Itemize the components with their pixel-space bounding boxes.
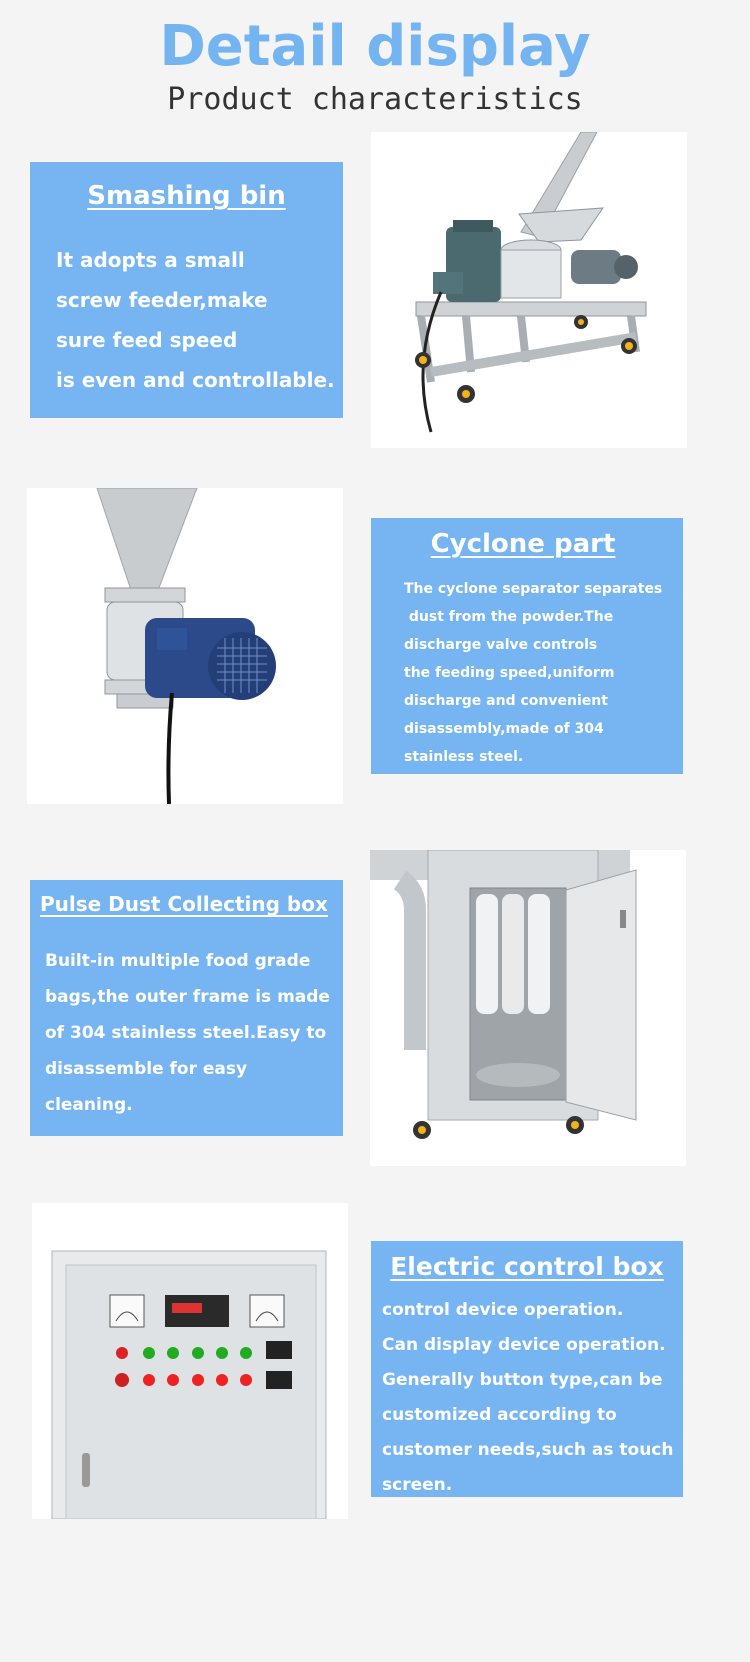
dust-collector-heading: Pulse Dust Collecting box <box>40 892 328 916</box>
cyclone-card <box>371 518 683 774</box>
cyclone-valve-image <box>27 488 343 804</box>
description-line: discharge valve controls <box>404 637 598 653</box>
description-line: is even and controllable. <box>56 368 335 392</box>
description-line: Can display device operation. <box>382 1335 666 1355</box>
control-box-heading: Electric control box <box>390 1252 664 1281</box>
description-line: cleaning. <box>45 1095 133 1115</box>
description-line: The cyclone separator separates <box>404 581 663 597</box>
description-line: stainless steel. <box>404 749 524 765</box>
description-line: control device operation. <box>382 1300 624 1320</box>
dust-collector-card <box>30 880 343 1136</box>
description-line: bags,the outer frame is made <box>45 987 330 1007</box>
description-line: customized according to <box>382 1405 617 1425</box>
description-line: sure feed speed <box>56 328 238 352</box>
description-line: disassembly,made of 304 <box>404 721 604 737</box>
description-line: the feeding speed,uniform <box>404 665 615 681</box>
description-line: Built-in multiple food grade <box>45 951 311 971</box>
description-line: Generally button type,can be <box>382 1370 663 1390</box>
cyclone-heading: Cyclone part <box>430 529 616 559</box>
description-line: of 304 stainless steel.Easy to <box>45 1023 327 1043</box>
description-line: It adopts a small <box>56 248 245 272</box>
control-box-description <box>382 1293 673 1503</box>
smashing-bin-heading: Smashing bin <box>87 181 286 211</box>
description-line: screen. <box>382 1475 453 1495</box>
dust-collector-image <box>370 850 686 1166</box>
description-line: dust from the powder.The <box>404 609 614 625</box>
smashing-bin-card <box>30 162 343 418</box>
mill-machine-image <box>371 132 687 448</box>
page-subtitle: Product characteristics <box>167 82 583 117</box>
description-line: customer needs,such as touch <box>382 1440 674 1460</box>
smashing-bin-description <box>56 240 335 400</box>
description-line: discharge and convenient <box>404 693 608 709</box>
control-box-card <box>371 1241 683 1497</box>
dust-collector-description <box>45 943 330 1123</box>
cyclone-description <box>404 575 662 771</box>
description-line: disassemble for easy <box>45 1059 248 1079</box>
description-line: screw feeder,make <box>56 288 268 312</box>
control-cabinet-image <box>32 1203 348 1519</box>
page-title: Detail display <box>159 14 591 79</box>
